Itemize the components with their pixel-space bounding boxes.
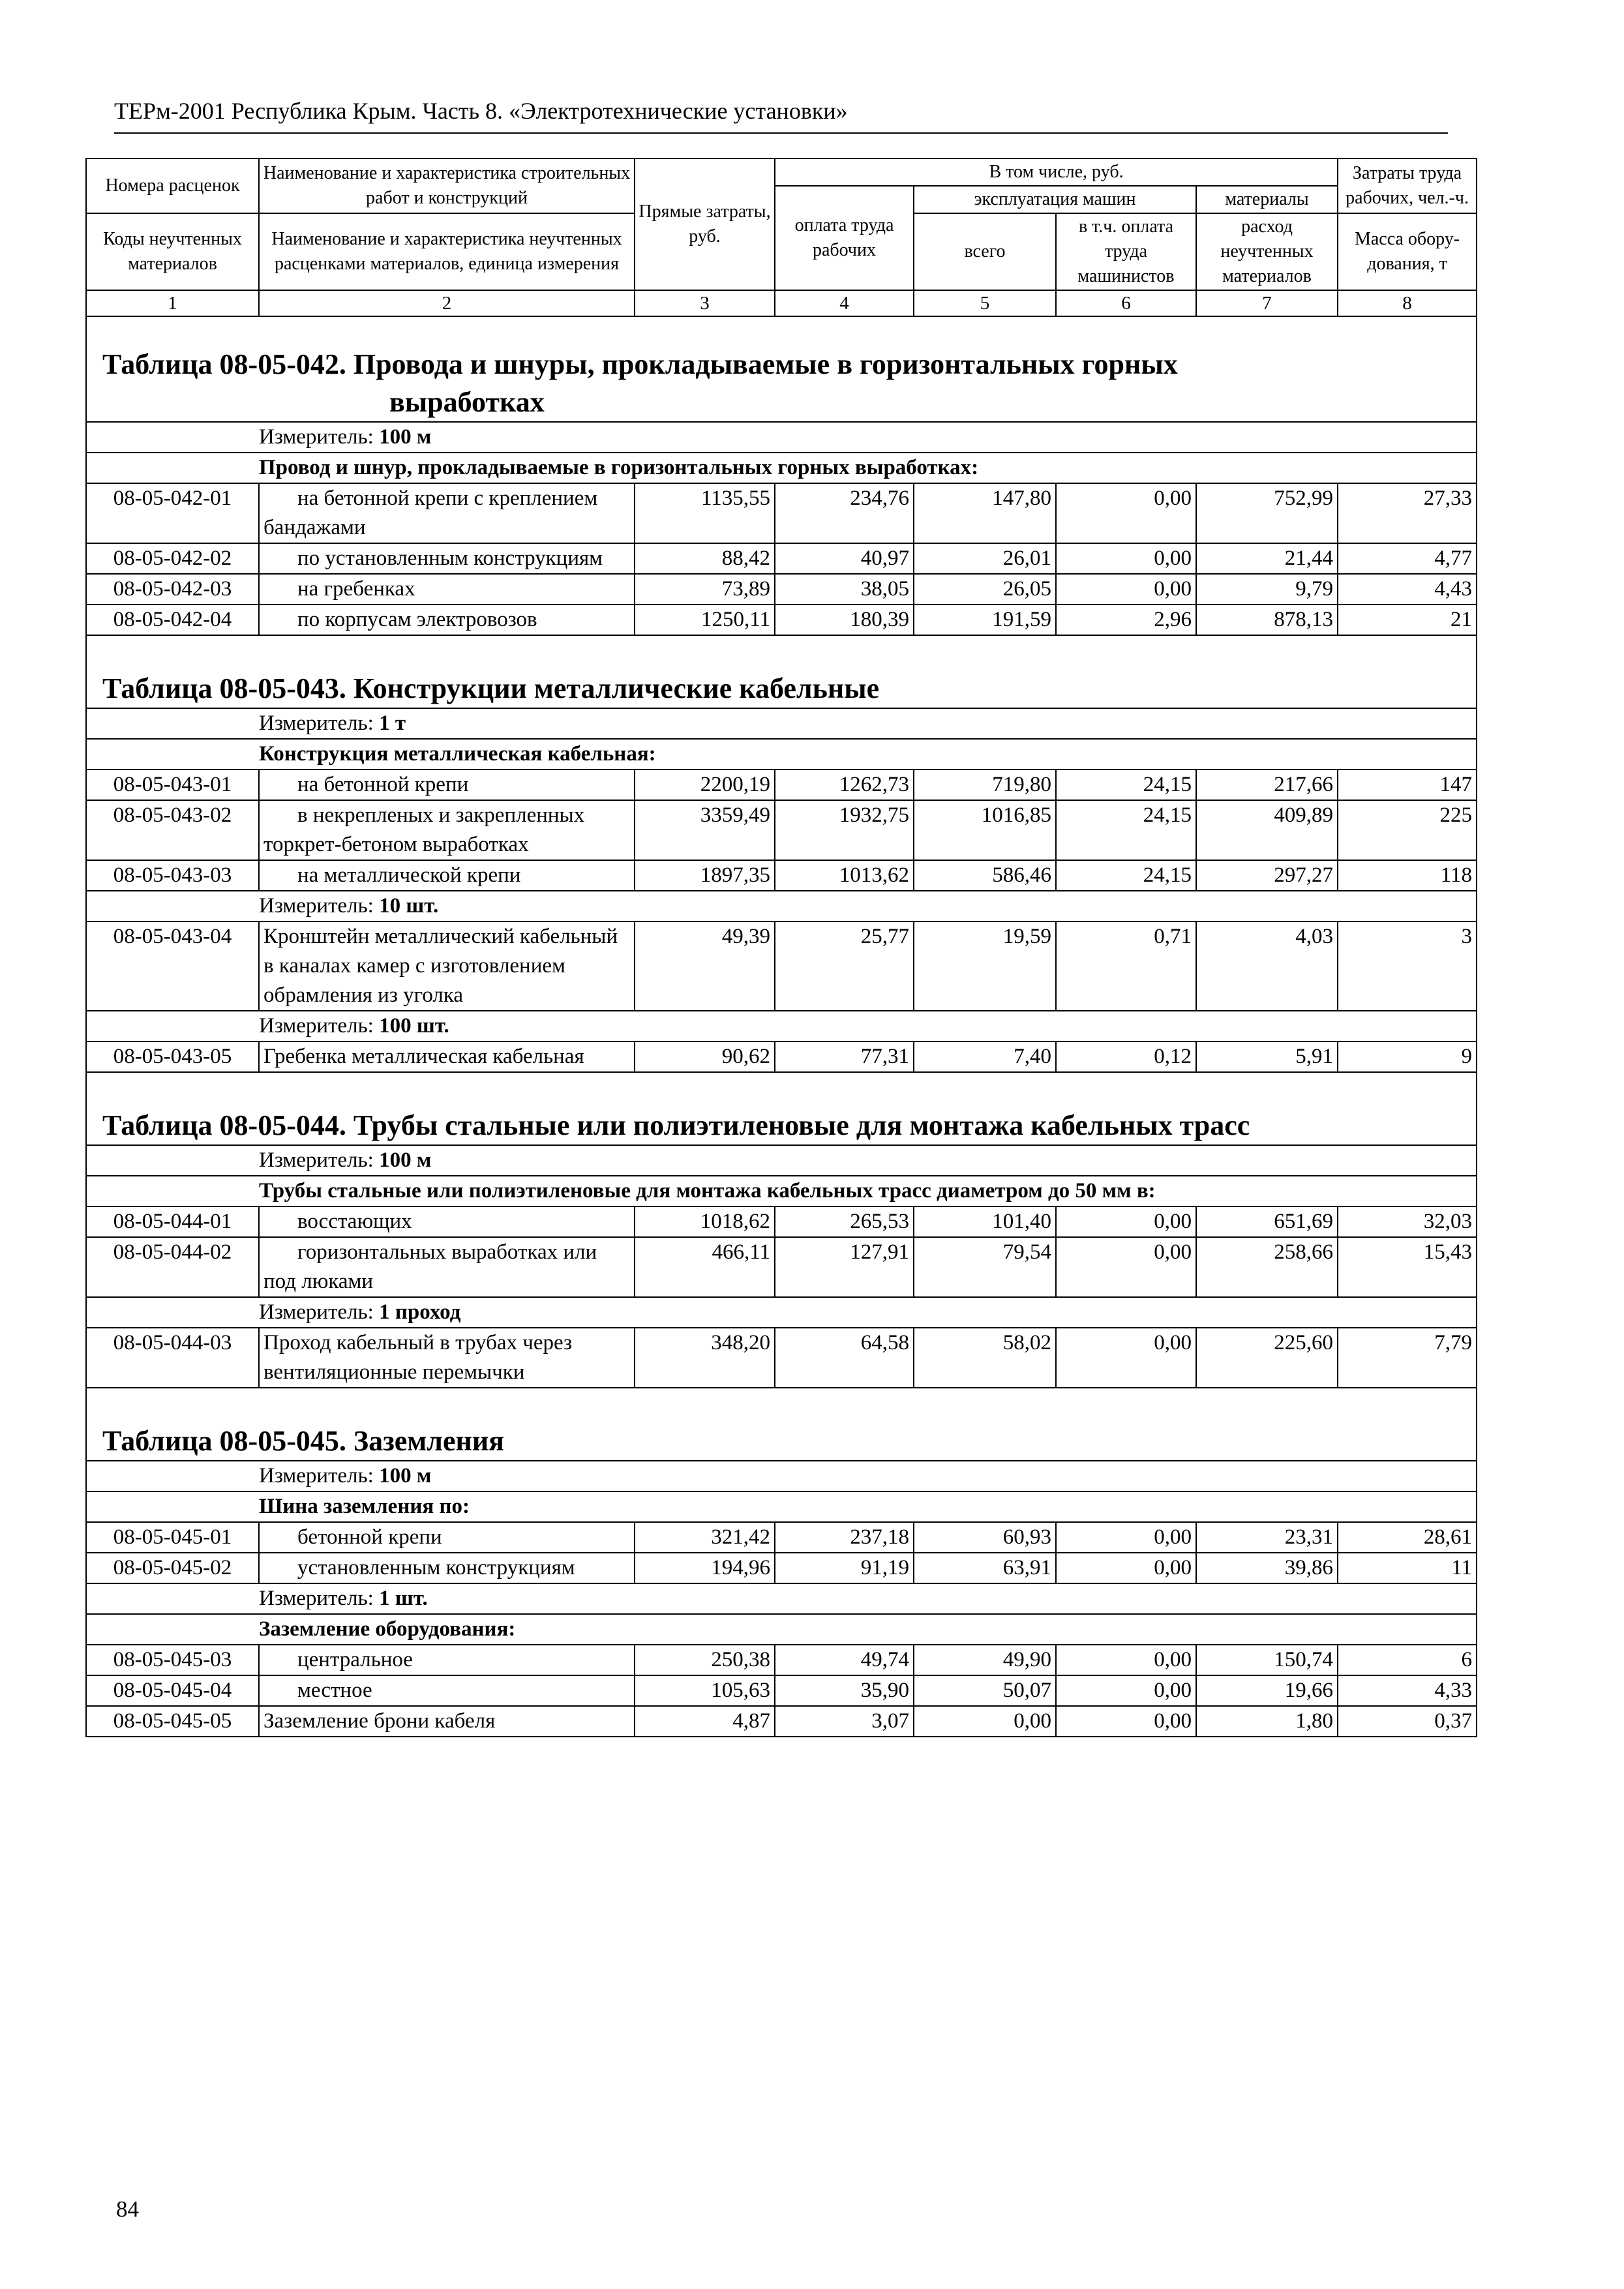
table-row	[86, 921, 1477, 1011]
rate-name: в некрепленых и закрепленных торкрет-бетоном выработках	[259, 800, 635, 860]
rate-name: на бетонной крепи с креплением бандажами	[259, 483, 635, 543]
materials: 21,44	[1196, 543, 1338, 574]
machinist-wages: 0,00	[1056, 543, 1196, 574]
rate-code: 08-05-044-01	[86, 1206, 259, 1237]
direct-costs: 90,62	[635, 1041, 775, 1072]
materials: 9,79	[1196, 574, 1338, 605]
rate-code: 08-05-045-01	[86, 1522, 259, 1553]
rate-name: местное	[259, 1675, 635, 1706]
materials: 258,66	[1196, 1237, 1338, 1297]
rate-name: на бетонной крепи	[259, 770, 635, 800]
section-title: Таблица 08-05-043. Конструкции металлические кабельные	[86, 635, 1477, 708]
group-heading: Заземление оборудования:	[259, 1614, 1477, 1645]
machine-total: 63,91	[914, 1553, 1056, 1583]
machinist-wages: 0,00	[1056, 1522, 1196, 1553]
labor-hours: 7,79	[1338, 1328, 1477, 1388]
header-col1-top: Номера расценок	[86, 158, 259, 213]
direct-costs: 4,87	[635, 1706, 775, 1737]
rate-code: 08-05-043-02	[86, 800, 259, 860]
machine-total: 0,00	[914, 1706, 1056, 1737]
labor-wages: 40,97	[775, 543, 914, 574]
machine-total: 147,80	[914, 483, 1056, 543]
direct-costs: 466,11	[635, 1237, 775, 1297]
direct-costs: 105,63	[635, 1675, 775, 1706]
measure-unit: Измеритель: 1 шт.	[259, 1583, 1477, 1614]
direct-costs: 1018,62	[635, 1206, 775, 1237]
section-title-line2: выработках	[389, 386, 545, 418]
labor-wages: 237,18	[775, 1522, 914, 1553]
rate-name: восстающих	[259, 1206, 635, 1237]
table-row	[86, 574, 1477, 605]
header-col2-top: Наименование и характеристика строительных работ и конструкций	[259, 158, 635, 213]
machine-total: 191,59	[914, 605, 1056, 635]
labor-wages: 3,07	[775, 1706, 914, 1737]
table-row	[86, 1706, 1477, 1737]
header-group: В том числе, руб.	[775, 158, 1338, 186]
labor-wages: 1932,75	[775, 800, 914, 860]
materials: 297,27	[1196, 860, 1338, 891]
table-row	[86, 1522, 1477, 1553]
materials: 150,74	[1196, 1645, 1338, 1675]
group-heading: Шина заземления по:	[259, 1491, 1477, 1522]
labor-hours: 32,03	[1338, 1206, 1477, 1237]
running-header: ТЕРм-2001 Республика Крым. Часть 8. «Электротехнические установки»	[114, 98, 848, 124]
rate-code: 08-05-045-03	[86, 1645, 259, 1675]
machinist-wages: 0,00	[1056, 1553, 1196, 1583]
rate-name: горизонтальных выработках или под люками	[259, 1237, 635, 1297]
labor-hours: 0,37	[1338, 1706, 1477, 1737]
table-row	[86, 1675, 1477, 1706]
machinist-wages: 0,00	[1056, 1706, 1196, 1737]
measure-unit: Измеритель: 10 шт.	[259, 891, 1477, 921]
materials: 1,80	[1196, 1706, 1338, 1737]
machinist-wages: 24,15	[1056, 770, 1196, 800]
labor-hours: 118	[1338, 860, 1477, 891]
machinist-wages: 0,00	[1056, 483, 1196, 543]
machine-total: 7,40	[914, 1041, 1056, 1072]
labor-wages: 64,58	[775, 1328, 914, 1388]
table-row	[86, 1328, 1477, 1388]
direct-costs: 1897,35	[635, 860, 775, 891]
materials: 5,91	[1196, 1041, 1338, 1072]
labor-hours: 9	[1338, 1041, 1477, 1072]
labor-hours: 4,77	[1338, 543, 1477, 574]
materials: 878,13	[1196, 605, 1338, 635]
page-number: 84	[116, 2196, 139, 2222]
labor-wages: 49,74	[775, 1645, 914, 1675]
machine-total: 60,93	[914, 1522, 1056, 1553]
machinist-wages: 0,00	[1056, 1675, 1196, 1706]
group-heading: Провод и шнур, прокладываемые в горизонтальных горных выработках:	[259, 453, 1477, 483]
rate-code: 08-05-043-01	[86, 770, 259, 800]
machinist-wages: 0,12	[1056, 1041, 1196, 1072]
measure-unit: Измеритель: 100 м	[259, 422, 1477, 453]
materials: 752,99	[1196, 483, 1338, 543]
table-row	[86, 483, 1477, 543]
machine-total: 586,46	[914, 860, 1056, 891]
table-row	[86, 800, 1477, 860]
rate-name: центральное	[259, 1645, 635, 1675]
rate-code: 08-05-043-03	[86, 860, 259, 891]
machinist-wages: 0,00	[1056, 1645, 1196, 1675]
machine-total: 719,80	[914, 770, 1056, 800]
labor-hours: 4,33	[1338, 1675, 1477, 1706]
labor-hours: 6	[1338, 1645, 1477, 1675]
header-col3: Прямые затраты, руб.	[635, 158, 775, 290]
rate-name: Проход кабельный в трубах через вентиляционные перемычки	[259, 1328, 635, 1388]
machine-total: 50,07	[914, 1675, 1056, 1706]
measure-unit: Измеритель: 100 м	[259, 1461, 1477, 1491]
measure-unit: Измеритель: 100 м	[259, 1145, 1477, 1176]
labor-wages: 77,31	[775, 1041, 914, 1072]
header-machines: эксплуатация машин	[914, 186, 1196, 213]
direct-costs: 73,89	[635, 574, 775, 605]
machinist-wages: 0,00	[1056, 1328, 1196, 1388]
rate-name: Гребенка металлическая кабельная	[259, 1041, 635, 1072]
materials: 4,03	[1196, 921, 1338, 1011]
measure-unit: Измеритель: 1 проход	[259, 1297, 1477, 1328]
materials: 23,31	[1196, 1522, 1338, 1553]
labor-wages: 234,76	[775, 483, 914, 543]
direct-costs: 49,39	[635, 921, 775, 1011]
rate-name: Кронштейн металлический кабельный в каналах камер с изготовлением обрамления из уголка	[259, 921, 635, 1011]
machinist-wages: 0,00	[1056, 1237, 1196, 1297]
direct-costs: 250,38	[635, 1645, 775, 1675]
direct-costs: 2200,19	[635, 770, 775, 800]
machine-total: 1016,85	[914, 800, 1056, 860]
header-rule	[114, 132, 1448, 134]
labor-wages: 180,39	[775, 605, 914, 635]
machinist-wages: 24,15	[1056, 860, 1196, 891]
machinist-wages: 0,00	[1056, 574, 1196, 605]
rate-name: бетонной крепи	[259, 1522, 635, 1553]
table-row	[86, 770, 1477, 800]
table-row	[86, 1206, 1477, 1237]
rate-code: 08-05-043-05	[86, 1041, 259, 1072]
column-number: 4	[775, 290, 914, 316]
rate-code: 08-05-043-04	[86, 921, 259, 1011]
rate-code: 08-05-042-02	[86, 543, 259, 574]
direct-costs: 194,96	[635, 1553, 775, 1583]
direct-costs: 3359,49	[635, 800, 775, 860]
labor-wages: 1013,62	[775, 860, 914, 891]
direct-costs: 88,42	[635, 543, 775, 574]
materials: 651,69	[1196, 1206, 1338, 1237]
machine-total: 49,90	[914, 1645, 1056, 1675]
header-col5: всего	[914, 213, 1056, 290]
column-number: 5	[914, 290, 1056, 316]
section-title	[86, 316, 1477, 422]
table-row	[86, 1645, 1477, 1675]
labor-hours: 225	[1338, 800, 1477, 860]
labor-hours: 27,33	[1338, 483, 1477, 543]
machine-total: 19,59	[914, 921, 1056, 1011]
labor-hours: 15,43	[1338, 1237, 1477, 1297]
materials: 39,86	[1196, 1553, 1338, 1583]
machine-total: 79,54	[914, 1237, 1056, 1297]
labor-hours: 21	[1338, 605, 1477, 635]
table-row	[86, 860, 1477, 891]
rate-code: 08-05-044-02	[86, 1237, 259, 1297]
rate-name: установленным конструкциям	[259, 1553, 635, 1583]
measure-unit: Измеритель: 1 т	[259, 708, 1477, 739]
direct-costs: 1135,55	[635, 483, 775, 543]
table-row	[86, 1553, 1477, 1583]
measure-unit: Измеритель: 100 шт.	[259, 1011, 1477, 1041]
section-title: Таблица 08-05-045. Заземления	[86, 1388, 1477, 1461]
rate-code: 08-05-045-05	[86, 1706, 259, 1737]
labor-hours: 4,43	[1338, 574, 1477, 605]
rate-name: Заземление брони кабеля	[259, 1706, 635, 1737]
machine-total: 26,05	[914, 574, 1056, 605]
header-col7: расход неучтенных материалов	[1196, 213, 1338, 290]
rate-name: на гребенках	[259, 574, 635, 605]
machine-total: 101,40	[914, 1206, 1056, 1237]
column-number: 1	[86, 290, 259, 316]
labor-wages: 1262,73	[775, 770, 914, 800]
header-materials: материалы	[1196, 186, 1338, 213]
column-number: 2	[259, 290, 635, 316]
section-title: Таблица 08-05-044. Трубы стальные или полиэтиленовые для монтажа кабельных трасс	[86, 1072, 1477, 1145]
labor-wages: 127,91	[775, 1237, 914, 1297]
machine-total: 26,01	[914, 543, 1056, 574]
header-col2-bottom: Наименование и характеристика неучтенных расценками материалов, единица измерения	[259, 213, 635, 290]
table-row	[86, 605, 1477, 635]
machinist-wages: 24,15	[1056, 800, 1196, 860]
materials: 19,66	[1196, 1675, 1338, 1706]
header-col8-top: Затраты труда рабочих, чел.-ч.	[1338, 158, 1477, 213]
table-row	[86, 1237, 1477, 1297]
header-col1-bottom: Коды неучтенных материалов	[86, 213, 259, 290]
labor-wages: 38,05	[775, 574, 914, 605]
rate-code: 08-05-045-02	[86, 1553, 259, 1583]
header-col8-bottom: Масса обору-дования, т	[1338, 213, 1477, 290]
table-row	[86, 1041, 1477, 1072]
materials: 217,66	[1196, 770, 1338, 800]
direct-costs: 348,20	[635, 1328, 775, 1388]
direct-costs: 1250,11	[635, 605, 775, 635]
price-table	[85, 158, 1477, 1737]
rate-name: по корпусам электровозов	[259, 605, 635, 635]
rate-name: по установленным конструкциям	[259, 543, 635, 574]
rate-name: на металлической крепи	[259, 860, 635, 891]
section-title-line1: Таблица 08-05-042. Провода и шнуры, прокладываемые в горизонтальных горных	[102, 348, 1178, 380]
labor-hours: 28,61	[1338, 1522, 1477, 1553]
group-heading: Конструкция металлическая кабельная:	[259, 739, 1477, 770]
rate-code: 08-05-044-03	[86, 1328, 259, 1388]
machinist-wages: 0,00	[1056, 1206, 1196, 1237]
labor-hours: 147	[1338, 770, 1477, 800]
rate-code: 08-05-045-04	[86, 1675, 259, 1706]
column-number: 8	[1338, 290, 1477, 316]
column-number: 7	[1196, 290, 1338, 316]
rate-code: 08-05-042-04	[86, 605, 259, 635]
header-col6: в т.ч. оплата труда машинистов	[1056, 213, 1196, 290]
rate-code: 08-05-042-03	[86, 574, 259, 605]
labor-wages: 91,19	[775, 1553, 914, 1583]
machinist-wages: 2,96	[1056, 605, 1196, 635]
column-number: 3	[635, 290, 775, 316]
labor-wages: 265,53	[775, 1206, 914, 1237]
rate-code: 08-05-042-01	[86, 483, 259, 543]
direct-costs: 321,42	[635, 1522, 775, 1553]
labor-wages: 35,90	[775, 1675, 914, 1706]
column-number: 6	[1056, 290, 1196, 316]
materials: 225,60	[1196, 1328, 1338, 1388]
labor-hours: 11	[1338, 1553, 1477, 1583]
materials: 409,89	[1196, 800, 1338, 860]
table-row	[86, 543, 1477, 574]
header-col4: оплата труда рабочих	[775, 186, 914, 290]
group-heading: Трубы стальные или полиэтиленовые для монтажа кабельных трасс диаметром до 50 мм в:	[259, 1176, 1477, 1206]
machinist-wages: 0,71	[1056, 921, 1196, 1011]
labor-wages: 25,77	[775, 921, 914, 1011]
machine-total: 58,02	[914, 1328, 1056, 1388]
labor-hours: 3	[1338, 921, 1477, 1011]
